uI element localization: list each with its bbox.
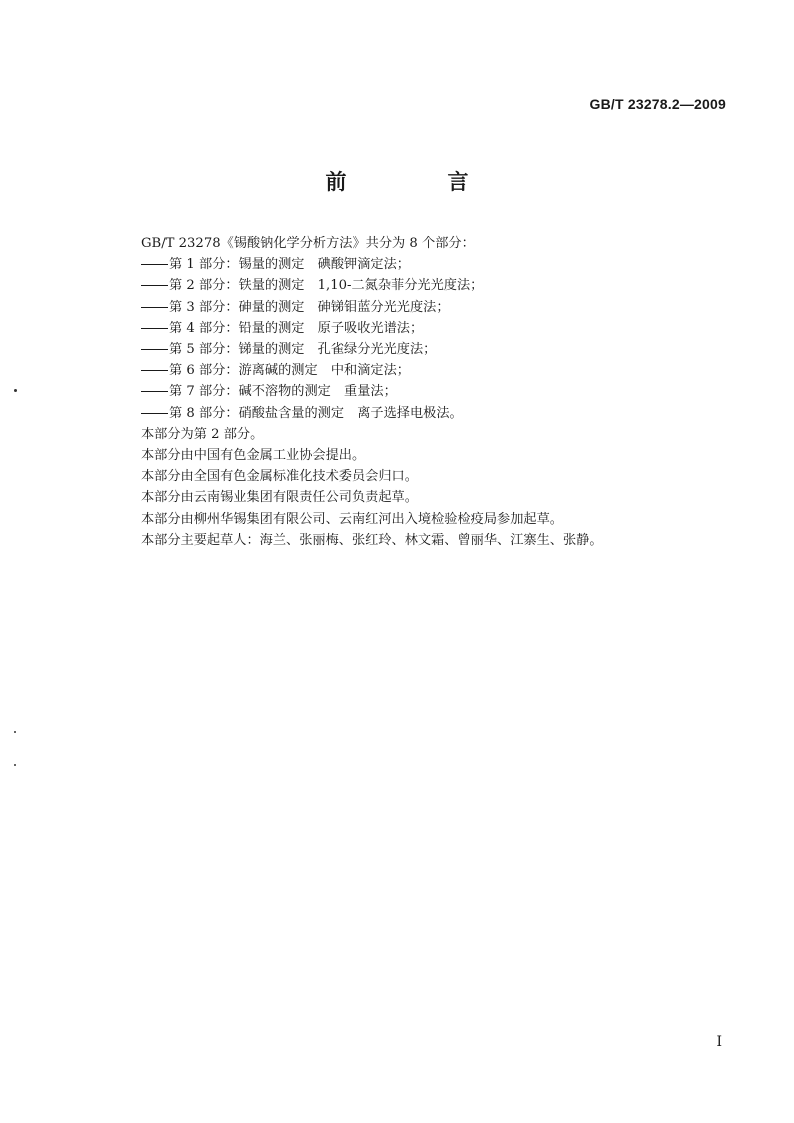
em-dash	[141, 264, 168, 265]
page-number: I	[716, 1034, 722, 1050]
part-text: 第 8 部分：硝酸盐含量的测定 离子选择电极法。	[169, 405, 463, 421]
em-dash	[141, 328, 168, 329]
scan-speck	[14, 731, 16, 733]
statement-proposed-by: 本部分由中国有色金属工业协会提出。	[141, 448, 366, 464]
part-item-8	[141, 403, 741, 424]
em-dash	[141, 285, 168, 286]
part-text: 第 4 部分：铅量的测定 原子吸收光谱法；	[169, 320, 424, 336]
statement-main-drafters: 本部分主要起草人：海兰、张丽梅、张红玲、林文霜、曾丽华、江寨生、张静。	[141, 532, 603, 548]
statement-co-drafted-by: 本部分由柳州华锡集团有限公司、云南红河出入境检验检疫局参加起草。	[141, 511, 563, 527]
part-item-4	[141, 318, 741, 339]
em-dash	[141, 307, 168, 308]
part-text: 第 7 部分：碱不溶物的测定 重量法；	[169, 384, 397, 400]
part-item-1	[141, 254, 741, 275]
part-item-7	[141, 381, 741, 402]
part-text: 第 6 部分：游离碱的测定 中和滴定法；	[169, 363, 410, 379]
part-item-5	[141, 339, 741, 360]
foreword-body	[141, 233, 741, 551]
part-text: 第 3 部分：砷量的测定 砷锑钼蓝分光光度法；	[169, 299, 450, 315]
statement-centralized-by: 本部分由全国有色金属标准化技术委员会归口。	[141, 469, 418, 485]
statement-part-number: 本部分为第 2 部分。	[141, 426, 264, 442]
em-dash	[141, 413, 168, 414]
part-item-3	[141, 297, 741, 318]
intro-line: GB/T 23278《锡酸钠化学分析方法》共分为 8 个部分：	[141, 236, 475, 251]
part-text: 第 5 部分：锑量的测定 孔雀绿分光光度法；	[169, 342, 437, 358]
statement-drafted-by: 本部分由云南锡业集团有限责任公司负责起草。	[141, 490, 418, 506]
em-dash	[141, 370, 168, 371]
page-title: 前 言	[325, 170, 509, 194]
part-text: 第 1 部分：锡量的测定 碘酸钾滴定法；	[169, 257, 410, 273]
em-dash	[141, 349, 168, 350]
scan-speck	[14, 389, 17, 392]
standard-code: GB/T 23278.2—2009	[589, 96, 726, 112]
scan-speck	[14, 764, 16, 766]
part-text: 第 2 部分：铁量的测定 1,10-二氮杂菲分光光度法；	[169, 278, 484, 294]
part-item-2	[141, 275, 741, 296]
em-dash	[141, 391, 168, 392]
part-item-6	[141, 360, 741, 381]
